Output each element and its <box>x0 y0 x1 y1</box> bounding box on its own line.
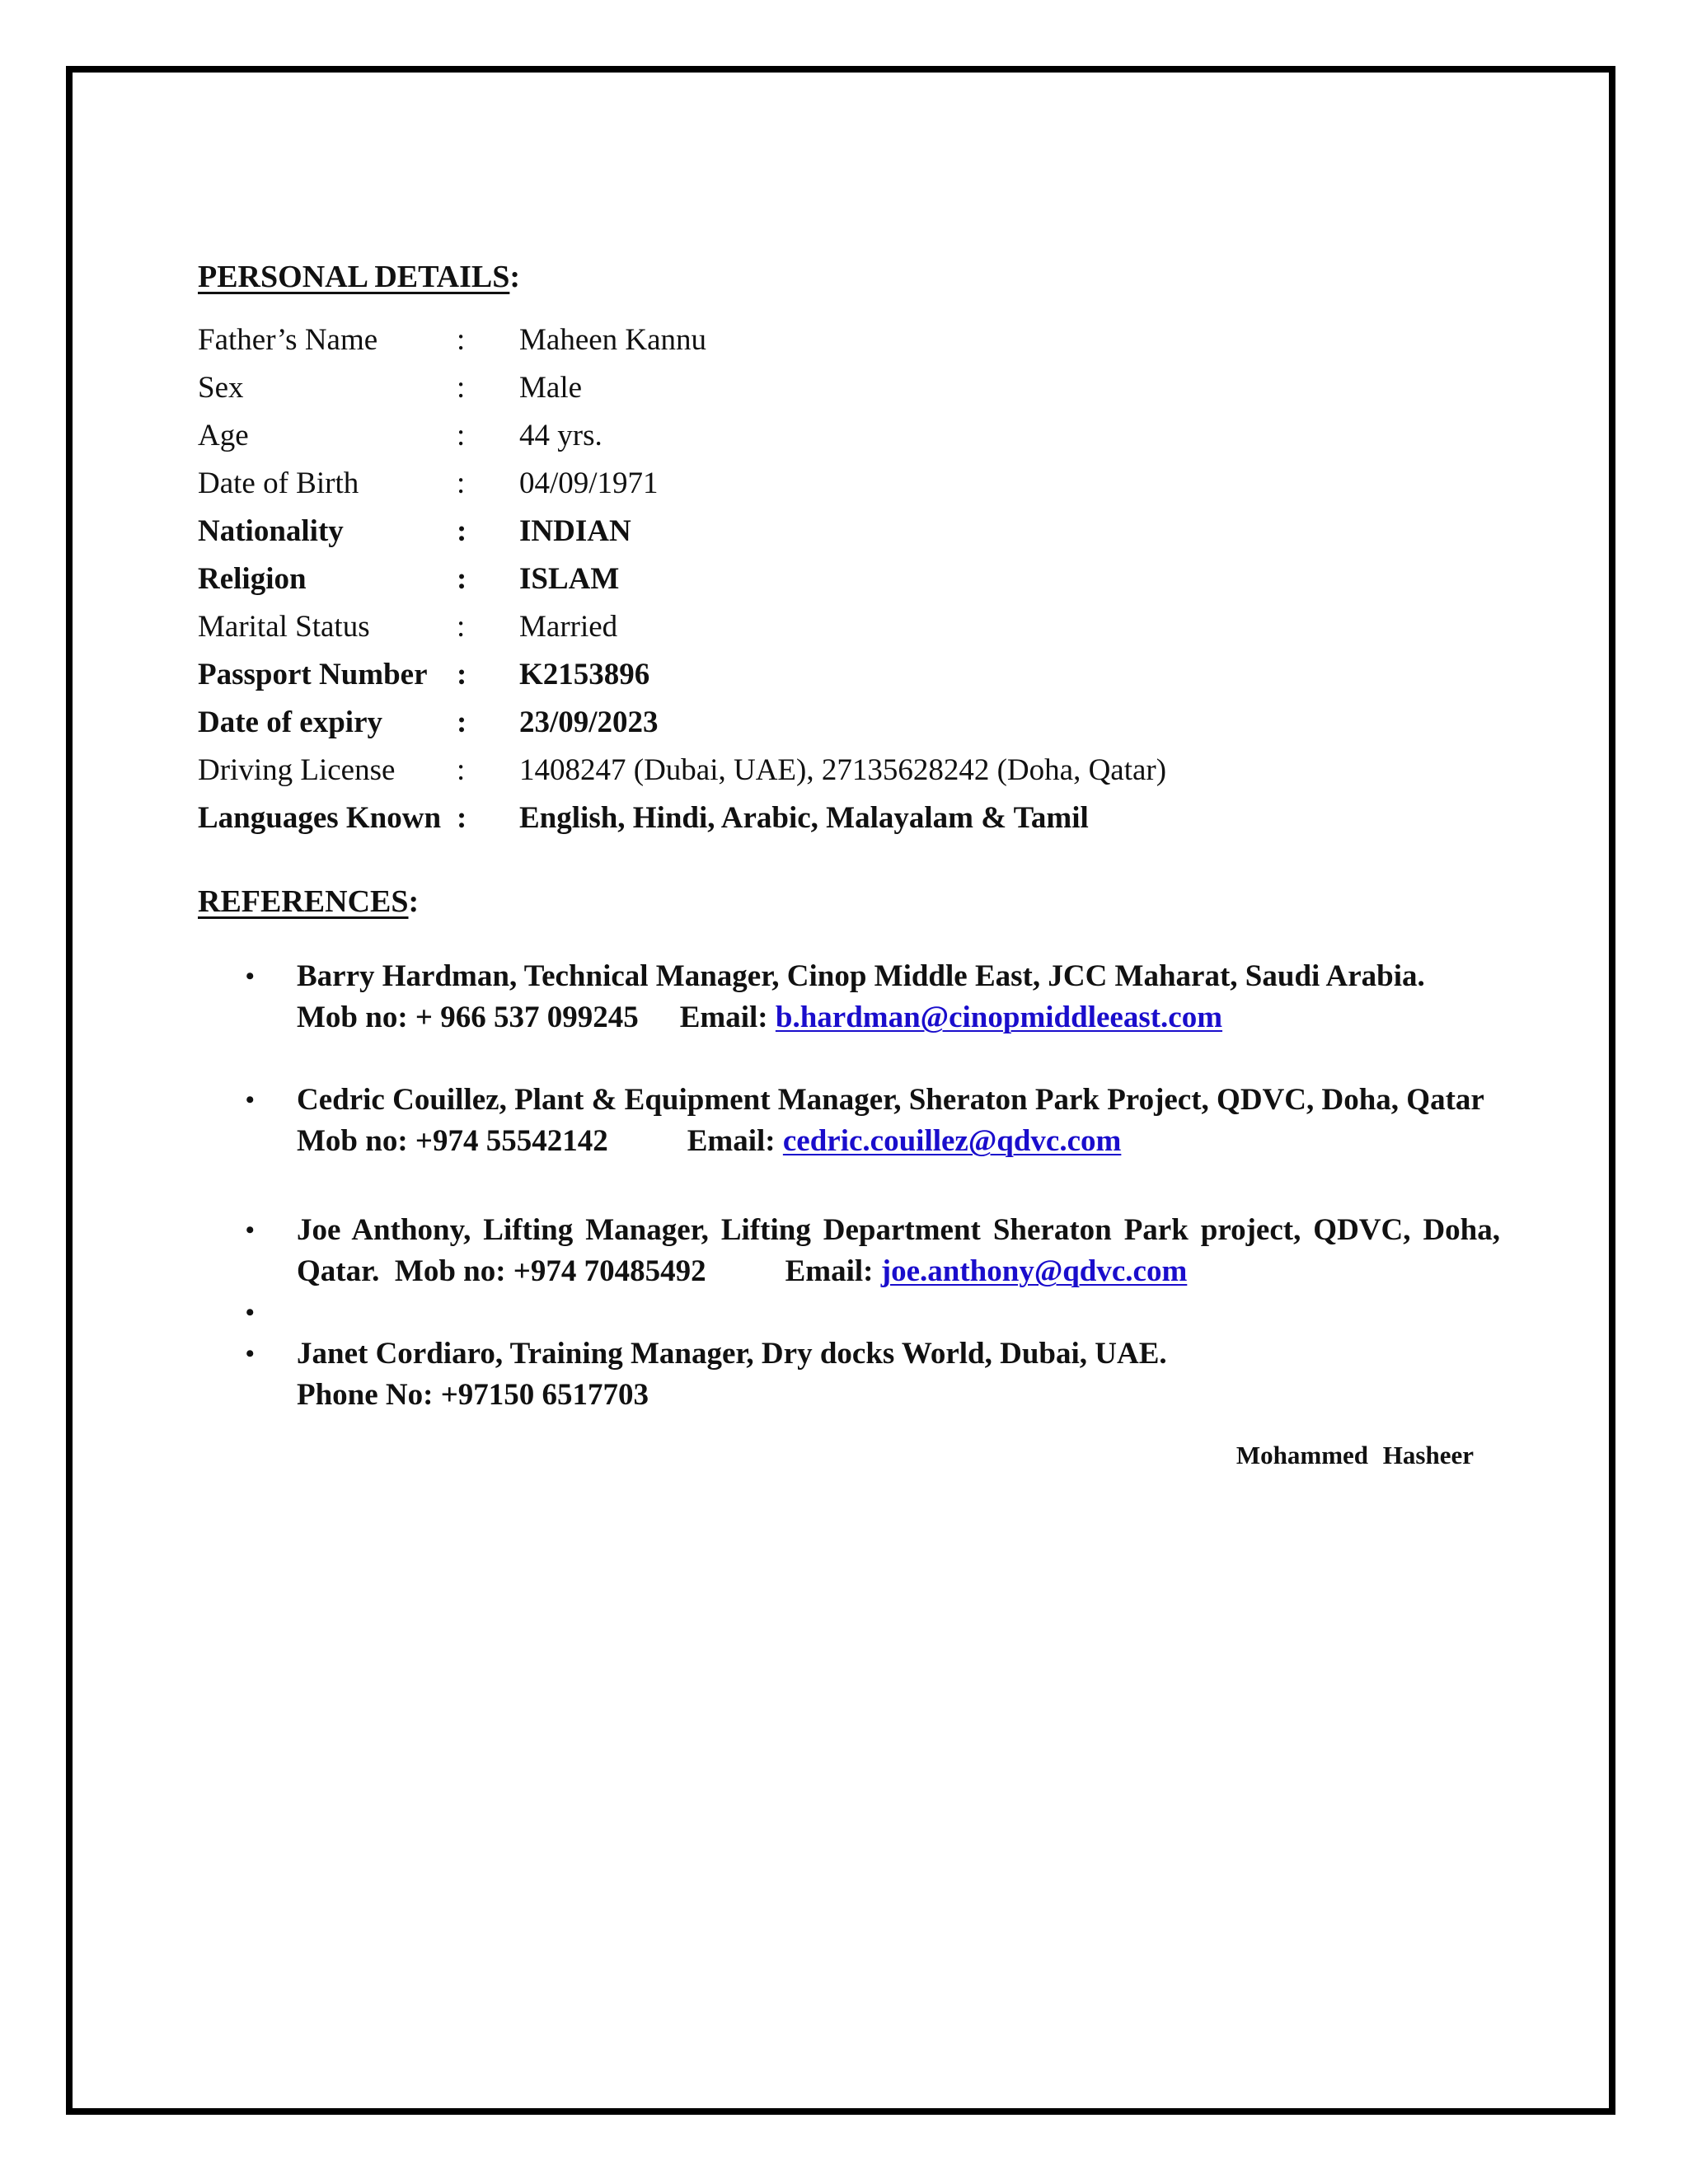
bullet-icon: • <box>246 1086 255 1113</box>
detail-row-fathers-name <box>198 316 1500 364</box>
detail-row-languages-known <box>198 794 1500 842</box>
reference-name-line: Cedric Couillez, Plant & Equipment Manager, Sheraton Park Project, QDVC, Doha, Qatar <box>297 1083 1484 1117</box>
detail-label: Driving License <box>198 753 396 787</box>
detail-row-date-of-expiry <box>198 699 1500 747</box>
detail-label: Date of expiry <box>198 705 382 739</box>
detail-label: Date of Birth <box>198 466 359 500</box>
bullet-icon: • <box>246 1216 255 1244</box>
reference-name-line: Joe Anthony, Lifting Manager, Lifting Department Sheraton Park project, QDVC, Doha, <box>297 1213 1500 1247</box>
detail-row-religion <box>198 555 1500 603</box>
reference-phone: Phone No: +97150 6517703 <box>297 1378 649 1412</box>
detail-separator: : <box>457 323 466 357</box>
detail-separator: : <box>457 371 466 405</box>
detail-label: Languages Known <box>198 801 442 835</box>
resume-page-content <box>198 255 1500 1470</box>
reference-item-barry-hardman <box>198 956 1500 1038</box>
references-heading-text: REFERENCES <box>198 884 409 919</box>
reference-email-label: Email: <box>679 1001 768 1034</box>
detail-value: INDIAN <box>519 514 631 548</box>
detail-value: ISLAM <box>519 562 620 596</box>
detail-separator: : <box>457 658 467 691</box>
detail-label: Nationality <box>198 514 344 548</box>
detail-separator: : <box>457 753 466 787</box>
reference-email-label: Email: <box>687 1124 776 1158</box>
list-spacer <box>198 1162 1500 1210</box>
reference-contact-line <box>297 1121 1500 1162</box>
reference-location: Qatar. <box>297 1254 380 1288</box>
reference-item-cedric-couillez <box>198 1080 1500 1162</box>
detail-separator: : <box>457 562 467 596</box>
detail-row-age <box>198 412 1500 460</box>
detail-value: 23/09/2023 <box>519 705 659 739</box>
bullet-icon: • <box>246 963 255 990</box>
reference-item-joe-anthony <box>198 1210 1500 1292</box>
detail-separator: : <box>457 466 466 500</box>
detail-value: K2153896 <box>519 658 650 691</box>
detail-separator: : <box>457 610 466 644</box>
detail-row-nationality <box>198 508 1500 555</box>
detail-value: Maheen Kannu <box>519 323 707 357</box>
reference-contact-line <box>297 1251 1500 1292</box>
detail-value: 1408247 (Dubai, UAE), 27135628242 (Doha, Qatar) <box>519 753 1167 787</box>
detail-label: Passport Number <box>198 658 428 691</box>
reference-email-link[interactable]: joe.anthony@qdvc.com <box>880 1254 1188 1288</box>
detail-label: Sex <box>198 371 244 405</box>
detail-value: Married <box>519 610 618 644</box>
references-heading <box>198 880 1500 923</box>
list-spacer <box>198 1038 1500 1080</box>
detail-value: Male <box>519 371 583 405</box>
detail-separator: : <box>457 705 467 739</box>
bullet-icon: • <box>246 1340 255 1367</box>
personal-details-heading-text: PERSONAL DETAILS <box>198 260 510 294</box>
detail-value: 04/09/1971 <box>519 466 659 500</box>
detail-value: 44 yrs. <box>519 419 603 452</box>
detail-row-date-of-birth <box>198 460 1500 508</box>
reference-mobile: Mob no: +974 70485492 <box>394 1254 706 1288</box>
reference-name-line: Barry Hardman, Technical Manager, Cinop Middle East, JCC Maharat, Saudi Arabia. <box>297 959 1425 993</box>
references-heading-colon: : <box>408 884 420 919</box>
reference-contact-line <box>297 997 1500 1038</box>
reference-email-label: Email: <box>785 1254 874 1288</box>
detail-row-marital-status <box>198 603 1500 651</box>
detail-row-sex <box>198 364 1500 412</box>
reference-email-link[interactable]: cedric.couillez@qdvc.com <box>782 1124 1122 1158</box>
detail-label: Religion <box>198 562 307 596</box>
reference-name-line: Janet Cordiaro, Training Manager, Dry docks World, Dubai, UAE. <box>297 1337 1167 1371</box>
references-list <box>198 956 1500 1416</box>
reference-email-link[interactable]: b.hardman@cinopmiddleeast.com <box>775 1001 1223 1034</box>
personal-details-table <box>198 316 1500 842</box>
reference-mobile: Mob no: +974 55542142 <box>297 1124 608 1158</box>
reference-mobile: Mob no: + 966 537 099245 <box>297 1001 639 1034</box>
detail-row-driving-license <box>198 747 1500 794</box>
detail-label: Marital Status <box>198 610 370 644</box>
reference-item-empty <box>198 1292 1500 1333</box>
detail-label: Father’s Name <box>198 323 378 357</box>
personal-details-heading <box>198 255 1500 298</box>
personal-details-heading-colon: : <box>509 260 521 294</box>
detail-row-passport-number <box>198 651 1500 699</box>
detail-value: English, Hindi, Arabic, Malayalam & Tamil <box>519 801 1089 835</box>
signature-name: Mohammed Hasheer <box>1236 1441 1474 1469</box>
detail-separator: : <box>457 514 467 548</box>
detail-separator: : <box>457 419 466 452</box>
reference-item-janet-cordiaro <box>198 1333 1500 1416</box>
detail-separator: : <box>457 801 467 835</box>
bullet-icon: • <box>246 1299 255 1326</box>
detail-label: Age <box>198 419 249 452</box>
